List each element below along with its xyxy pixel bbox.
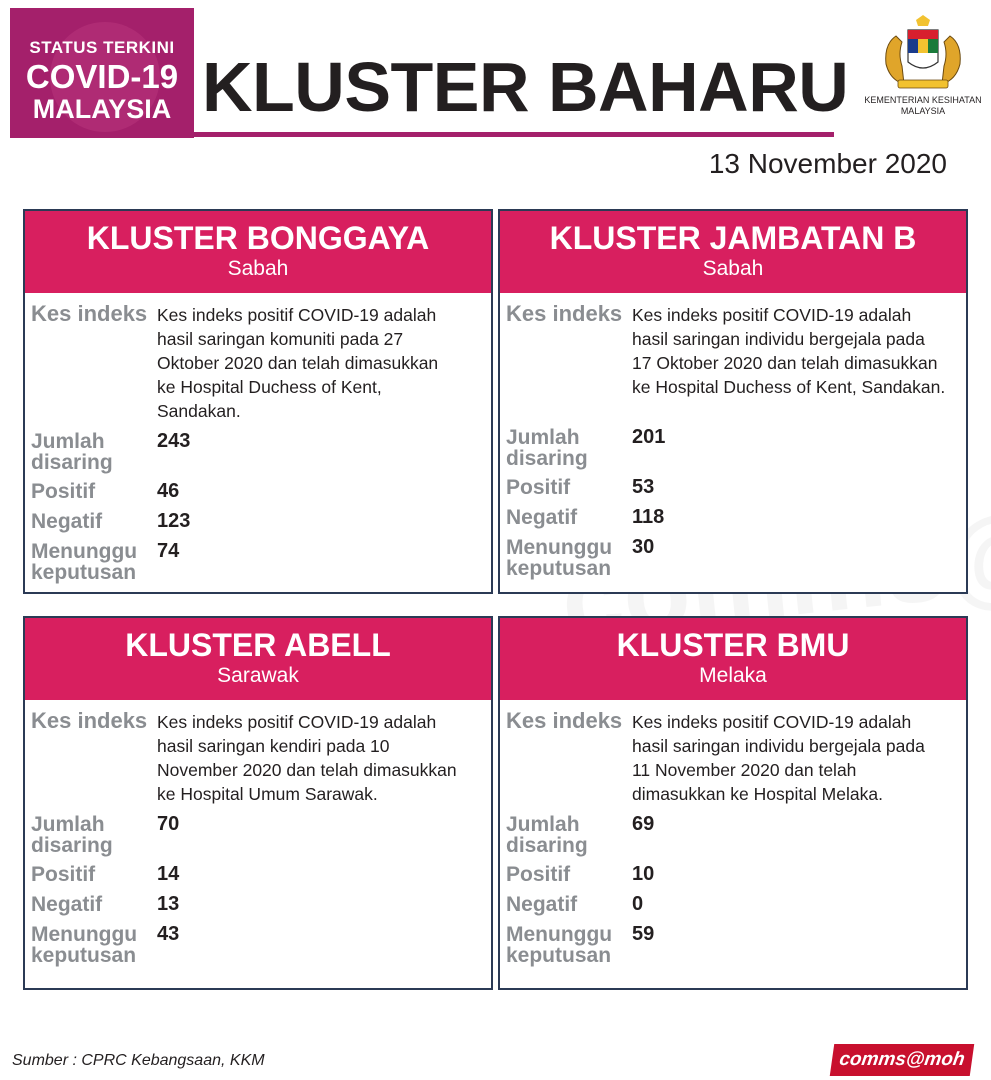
- pending-label-line-2: keputusan: [31, 561, 137, 584]
- cluster-card-jambatan-b: [498, 209, 968, 594]
- pending-row: [506, 535, 966, 579]
- pending-row: [506, 922, 966, 966]
- status-badge: [10, 8, 194, 138]
- cluster-name: KLUSTER BONGGAYA: [86, 220, 430, 256]
- pending-row: [31, 539, 491, 583]
- pending-label-line-2: keputusan: [31, 944, 137, 967]
- cluster-card-header: [25, 618, 491, 700]
- negative-value: 0: [632, 893, 644, 915]
- ministry-line-2: MALAYSIA: [900, 106, 946, 116]
- description-line: Kes indeks positif COVID-19 adalah: [632, 712, 912, 732]
- pending-label-line-2: keputusan: [506, 944, 612, 967]
- description-line: Kes indeks positif COVID-19 adalah: [157, 712, 437, 732]
- screened-value: 243: [157, 430, 191, 452]
- index-case-label: Kes indeks: [506, 708, 623, 733]
- badge-line-2: COVID-19: [25, 58, 179, 95]
- negative-row: [506, 892, 966, 916]
- ministry-name: [848, 95, 991, 117]
- screened-label: [31, 812, 157, 856]
- pending-label-line-1: Menunggu: [506, 923, 613, 946]
- screened-label-line-2: disaring: [506, 447, 588, 470]
- cluster-card-bmu: [498, 616, 968, 990]
- negative-row: [31, 892, 491, 916]
- description-line: November 2020 dan telah dimasukkan: [157, 760, 457, 780]
- pending-label: [31, 922, 157, 966]
- index-case-label: Kes indeks: [31, 301, 148, 326]
- positive-row: [31, 479, 491, 503]
- description-line: Kes indeks positif COVID-19 adalah: [632, 305, 912, 325]
- description-line: dimasukkan ke Hospital Melaka.: [632, 784, 883, 804]
- screened-label-line-1: Jumlah: [31, 430, 105, 453]
- cluster-card-body: [25, 700, 491, 966]
- screened-row: [506, 812, 966, 856]
- positive-row: [506, 862, 966, 886]
- negative-value: 118: [632, 506, 665, 528]
- screened-row: [31, 812, 491, 856]
- badge-line-3: MALAYSIA: [32, 94, 172, 124]
- screened-label-line-1: Jumlah: [506, 813, 580, 836]
- screened-row: [31, 429, 491, 473]
- ministry-line-1: KEMENTERIAN KESIHATAN: [864, 95, 982, 105]
- cluster-state: Melaka: [699, 664, 767, 687]
- cluster-card-body: [25, 293, 491, 583]
- pending-value: 43: [157, 923, 180, 945]
- index-case-row: [506, 301, 966, 399]
- index-case-row: [31, 301, 491, 423]
- description-line: Sandakan.: [157, 401, 241, 421]
- cluster-card-header: [25, 211, 491, 293]
- index-case-label: Kes indeks: [31, 708, 148, 733]
- cluster-name: KLUSTER ABELL: [125, 627, 391, 663]
- pending-label-line-1: Menunggu: [31, 540, 138, 563]
- positive-value: 53: [632, 476, 655, 498]
- description-line: hasil saringan komuniti pada 27: [157, 329, 404, 349]
- screened-label: [506, 425, 632, 469]
- positive-label: Positif: [31, 480, 96, 503]
- screened-row: [506, 425, 966, 469]
- positive-row: [506, 475, 966, 499]
- pending-label-line-2: keputusan: [506, 557, 612, 580]
- cluster-card-body: [500, 293, 966, 579]
- description-line: hasil saringan individu bergejala pada: [632, 736, 925, 756]
- positive-label: Positif: [31, 863, 96, 886]
- negative-row: [31, 509, 491, 533]
- cluster-card-abell: [23, 616, 493, 990]
- source-note: Sumber : CPRC Kebangsaan, KKM: [12, 1052, 265, 1069]
- negative-label: Negatif: [31, 510, 103, 533]
- description-line: Kes indeks positif COVID-19 adalah: [157, 305, 437, 325]
- pending-label-line-1: Menunggu: [506, 536, 613, 559]
- description-line: ke Hospital Duchess of Kent, Sandakan.: [632, 377, 946, 397]
- pending-label: [31, 539, 157, 583]
- pending-label: [506, 535, 632, 579]
- positive-row: [31, 862, 491, 886]
- pending-label-line-1: Menunggu: [31, 923, 138, 946]
- screened-label-line-2: disaring: [506, 834, 588, 857]
- index-case-description: [632, 708, 925, 806]
- screened-value: 69: [632, 813, 655, 835]
- screened-label: [31, 429, 157, 473]
- cluster-state: Sabah: [227, 257, 289, 280]
- description-line: hasil saringan individu bergejala pada: [632, 329, 925, 349]
- cluster-state: Sarawak: [217, 664, 299, 687]
- screened-label-line-1: Jumlah: [31, 813, 105, 836]
- badge-line-1: STATUS TERKINI: [29, 38, 175, 57]
- index-case-label: Kes indeks: [506, 301, 623, 326]
- cluster-name: KLUSTER BMU: [616, 627, 850, 663]
- screened-label-line-1: Jumlah: [506, 426, 580, 449]
- index-case-description: [157, 708, 457, 806]
- positive-label: Positif: [506, 476, 571, 499]
- cluster-card-header: [500, 211, 966, 293]
- negative-label: Negatif: [506, 893, 578, 916]
- negative-label: Negatif: [506, 506, 578, 529]
- screened-value: 70: [157, 813, 180, 835]
- cluster-card-header: [500, 618, 966, 700]
- description-line: 11 November 2020 dan telah: [632, 760, 857, 780]
- cluster-card-bonggaya: [23, 209, 493, 594]
- pending-value: 74: [157, 540, 180, 562]
- index-case-row: [506, 708, 966, 806]
- coat-of-arms-icon: [878, 14, 968, 94]
- positive-value: 14: [157, 863, 180, 885]
- pending-value: 59: [632, 923, 655, 945]
- screened-value: 201: [632, 426, 666, 448]
- negative-row: [506, 505, 966, 529]
- negative-value: 123: [157, 510, 191, 532]
- description-line: Oktober 2020 dan telah dimasukkan: [157, 353, 439, 373]
- description-line: 17 Oktober 2020 dan telah dimasukkan: [632, 353, 938, 373]
- positive-value: 46: [157, 480, 180, 502]
- index-case-row: [31, 708, 491, 806]
- index-case-description: [157, 301, 438, 423]
- cluster-name: KLUSTER JAMBATAN B: [549, 220, 917, 256]
- positive-value: 10: [632, 863, 655, 885]
- cluster-card-body: [500, 700, 966, 966]
- positive-label: Positif: [506, 863, 571, 886]
- report-date: 13 November 2020: [708, 148, 947, 179]
- cluster-state: Sabah: [702, 257, 764, 280]
- comms-tag: comms@moh: [830, 1044, 974, 1076]
- screened-label-line-2: disaring: [31, 834, 113, 857]
- page-title: KLUSTER BAHARU: [202, 48, 849, 126]
- title-underline: [194, 132, 834, 137]
- pending-label: [506, 922, 632, 966]
- screened-label-line-2: disaring: [31, 451, 113, 474]
- negative-value: 13: [157, 893, 180, 915]
- screened-label: [506, 812, 632, 856]
- negative-label: Negatif: [31, 893, 103, 916]
- pending-row: [31, 922, 491, 966]
- description-line: hasil saringan kendiri pada 10: [157, 736, 390, 756]
- index-case-description: [632, 301, 945, 399]
- description-line: ke Hospital Duchess of Kent,: [157, 377, 382, 397]
- pending-value: 30: [632, 536, 655, 558]
- description-line: ke Hospital Umum Sarawak.: [157, 784, 378, 804]
